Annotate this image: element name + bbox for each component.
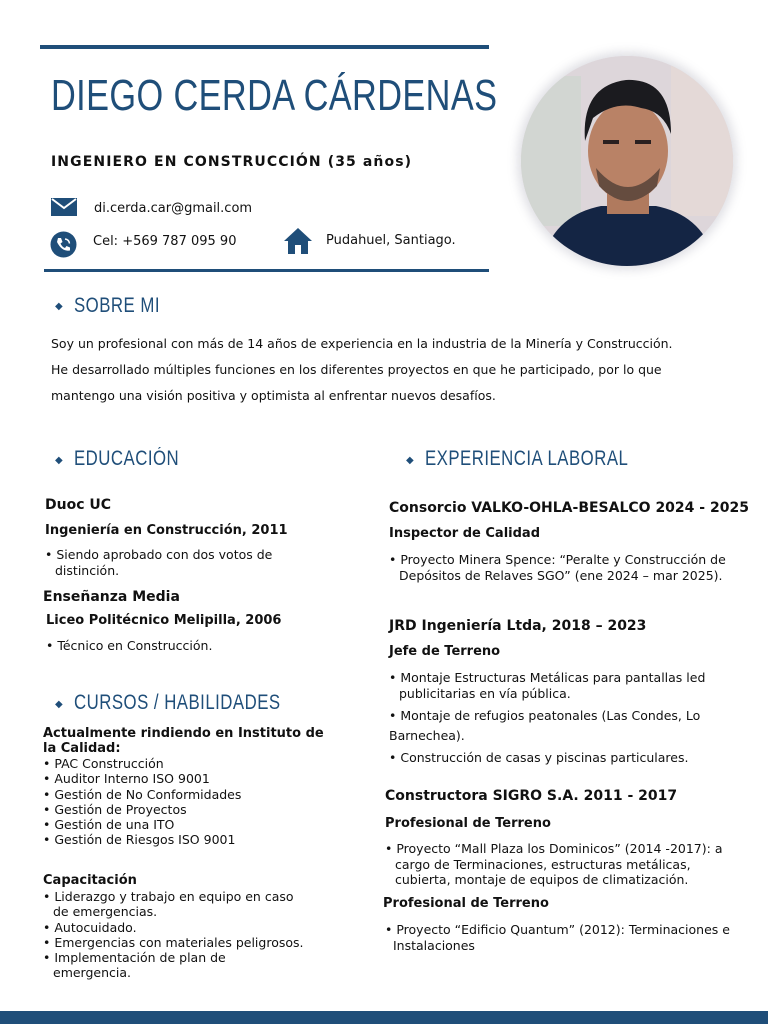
list-item: • Autocuidado. [43,919,137,935]
job-position: Profesional de Terreno [383,896,549,911]
email-text[interactable]: di.cerda.car@gmail.com [94,201,253,216]
section-title-experience: EXPERIENCIA LABORAL [425,447,629,470]
envelope-icon [51,198,77,216]
candidate-role: INGENIERO EN CONSTRUCCIÓN (35 años) [51,154,413,170]
job-position: Jefe de Terreno [389,644,501,659]
education-note: • Técnico en Construcción. [46,638,213,653]
about-line: He desarrollado múltiples funciones en los diferentes proyectos en que he participado, por lo que [51,362,662,377]
list-item: • Gestión de Proyectos [43,801,187,817]
job-details: • Construcción de casas y piscinas particulares. [389,750,689,765]
list-item: • PAC Construcción [43,756,164,771]
house-icon [283,227,313,255]
diamond-icon: ◆ [55,301,63,312]
training-list [43,889,304,981]
list-item: de emergencias. [53,904,158,920]
courses-current-list [43,756,241,848]
job-details: • Montaje de refugios peatonales (Las Condes, Lo Barnechea). [389,708,701,743]
phone-text[interactable]: Cel: +569 787 095 90 [93,234,237,249]
footer-bar [0,1011,768,1024]
education-note: • Siendo aprobado con dos votos de distinción. [45,547,273,578]
section-title-education: EDUCACIÓN [74,447,180,470]
list-item: • Gestión de No Conformidades [43,786,242,802]
about-line: mantengo una visión positiva y optimista al enfrentar nuevos desafíos. [51,388,496,403]
education-school: Duoc UC [45,497,112,513]
job-company: Consorcio VALKO-OHLA-BESALCO 2024 - 2025 [389,500,749,516]
courses-current-heading: Actualmente rindiendo en Instituto de la Calidad: [43,726,324,756]
list-item: • Emergencias con materiales peligrosos. [43,934,304,950]
profile-photo [521,56,733,266]
job-position: Inspector de Calidad [389,526,540,541]
diamond-icon: ◆ [55,699,63,710]
candidate-name: DIEGO CERDA CÁRDENAS [51,71,498,120]
job-details: • Proyecto “Edificio Quantum” (2012): Terminaciones e Instalaciones [385,922,730,953]
section-title-about: SOBRE MI [74,294,160,317]
about-paragraph [51,331,751,409]
location-text: Pudahuel, Santiago. [326,233,456,248]
list-item: • Auditor Interno ISO 9001 [43,771,210,787]
section-title-courses: CURSOS / HABILIDADES [74,691,281,714]
list-item: • Gestión de una ITO [43,817,175,833]
job-position: Profesional de Terreno [385,816,551,831]
training-heading: Capacitación [43,873,137,888]
phone-icon [50,231,77,258]
education-degree: Liceo Politécnico Melipilla, 2006 [46,613,282,628]
job-details: • Proyecto “Mall Plaza los Dominicos” (2014 -2017): a cargo de Terminaciones, estructuras metálicas, cubierta, montaje de equipos de climatización. [385,841,723,887]
diamond-icon: ◆ [406,455,414,466]
job-details: • Montaje Estructuras Metálicas para pantallas led publicitarias en vía pública. [389,670,706,701]
header-top-rule [40,45,489,49]
education-degree: Ingeniería en Construcción, 2011 [45,523,288,538]
list-item: • Gestión de Riesgos ISO 9001 [43,832,236,848]
list-item: emergencia. [53,965,132,981]
about-line: Soy un profesional con más de 14 años de experiencia en la industria de la Minería y Construcción. [51,336,673,351]
list-item: • Implementación de plan de [43,950,226,966]
job-details: • Proyecto Minera Spence: “Peralte y Construcción de Depósitos de Relaves SGO” (ene 2024 – mar 2025). [389,552,726,583]
job-company: JRD Ingeniería Ltda, 2018 – 2023 [389,618,647,634]
diamond-icon: ◆ [55,455,63,466]
list-item: • Liderazgo y trabajo en equipo en caso [43,889,294,904]
header-bottom-rule [44,269,489,272]
education-school: Enseñanza Media [43,589,180,605]
job-company: Constructora SIGRO S.A. 2011 - 2017 [385,788,678,804]
